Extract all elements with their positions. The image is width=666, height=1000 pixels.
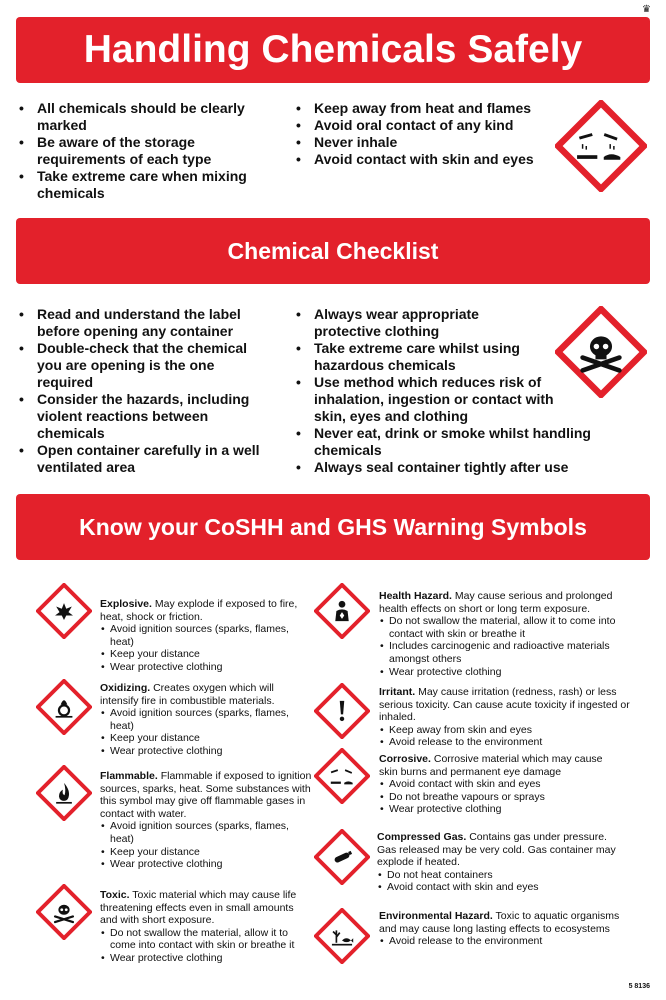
- list-item: • Wear protective clothing: [100, 745, 312, 758]
- list-item: • Be aware of the storage requirements of each type: [17, 134, 267, 168]
- gas-desc: Contains gas under pressure. Gas released may be very cold. Gas container may explode if heated.: [377, 831, 616, 869]
- list-item: • Do not heat containers: [377, 869, 617, 882]
- oxidizing-icon: [36, 679, 92, 735]
- list-item: • Wear protective clothing: [379, 666, 619, 679]
- list-item: • Avoid release to the environment: [379, 736, 649, 749]
- list-item: • Always seal container tightly after use: [294, 459, 604, 476]
- corrosive-description: [379, 753, 619, 816]
- list-item: • Never inhale: [294, 134, 554, 151]
- gas-name: Compressed Gas.: [377, 831, 467, 843]
- symbols-title: Know your CoSHH and GHS Warning Symbols: [16, 494, 650, 560]
- list-item: • Avoid contact with skin and eyes: [377, 881, 617, 894]
- corrosive-icon: [555, 100, 647, 192]
- safety-list-right: [294, 100, 554, 168]
- page-title: Handling Chemicals Safely: [16, 17, 650, 83]
- list-item: • Do not swallow the material, allow it to come into contact with skin or breathe it: [379, 615, 619, 640]
- list-item: • Wear protective clothing: [100, 661, 312, 674]
- list-item: • Avoid ignition sources (sparks, flames, heat): [100, 623, 312, 648]
- irritant-description: [379, 686, 649, 749]
- list-item: • Open container carefully in a well ventilated area: [17, 442, 269, 476]
- gas-description: [377, 831, 617, 894]
- oxidizing-description: [100, 682, 312, 758]
- safety-list-left: [17, 100, 267, 202]
- flammable-description: [100, 770, 315, 871]
- list-item: • Keep your distance: [100, 732, 312, 745]
- environment-description: [379, 910, 629, 948]
- environment-name: Environmental Hazard.: [379, 910, 493, 922]
- checklist-left: [17, 306, 269, 476]
- list-item: • Avoid ignition sources (sparks, flames, heat): [100, 707, 312, 732]
- skull-crossbones-icon: [555, 306, 647, 398]
- list-item: • Take extreme care whilst using hazardous chemicals: [294, 340, 544, 374]
- list-item: • Avoid release to the environment: [379, 935, 629, 948]
- health-name: Health Hazard.: [379, 590, 452, 602]
- environment-icon: [314, 908, 370, 964]
- explosive-name: Explosive.: [100, 598, 152, 610]
- flammable-name: Flammable.: [100, 770, 158, 782]
- flammable-desc: Flammable if exposed to ignition sources, sparks, heat. Some substances with this symbol may give off flammable gases in contact with water.: [100, 770, 312, 820]
- corrosive-desc: Corrosive material which may cause skin burns and permanent eye damage: [379, 753, 603, 778]
- list-item: • Wear protective clothing: [100, 952, 312, 965]
- explosive-description: [100, 598, 312, 674]
- list-item: • Avoid ignition sources (sparks, flames, heat): [100, 820, 315, 845]
- list-item: • Wear protective clothing: [100, 858, 315, 871]
- list-item: • Avoid contact with skin and eyes: [294, 151, 554, 168]
- toxic-name: Toxic.: [100, 889, 130, 901]
- list-item: • Use method which reduces risk of inhalation, ingestion or contact with skin, eyes and clothing: [294, 374, 564, 425]
- health-description: [379, 590, 619, 678]
- oxidizing-desc: Creates oxygen which will intensify fire in combustible materials.: [100, 682, 275, 707]
- list-item: • Avoid contact with skin and eyes: [379, 778, 619, 791]
- list-item: • Do not breathe vapours or sprays: [379, 791, 619, 804]
- list-item: • Keep your distance: [100, 846, 315, 859]
- flame-icon: [36, 765, 92, 821]
- exclamation-icon: [314, 683, 370, 739]
- corrosive-icon: [314, 748, 370, 804]
- explosive-desc: May explode if exposed to fire, heat, shock or friction.: [100, 598, 298, 623]
- health-hazard-icon: [314, 583, 370, 639]
- list-item: • Includes carcinogenic and radioactive materials amongst others: [379, 640, 619, 665]
- list-item: • Keep your distance: [100, 648, 312, 661]
- checklist-title: Chemical Checklist: [16, 218, 650, 284]
- list-item: • Never eat, drink or smoke whilst handling chemicals: [294, 425, 604, 459]
- toxic-desc: Toxic material which may cause life threatening effects even in small amounts and with short exposure.: [100, 889, 297, 927]
- list-item: • Avoid oral contact of any kind: [294, 117, 554, 134]
- list-item: • Keep away from heat and flames: [294, 100, 554, 117]
- list-item: • Read and understand the label before opening any container: [17, 306, 269, 340]
- irritant-desc: May cause irritation (redness, rash) or less serious toxicity. Can cause acute toxicity if ingested or inhaled.: [379, 686, 630, 724]
- health-desc: May cause serious and prolonged health effects on short or long term exposure.: [379, 590, 613, 615]
- explosive-icon: [36, 583, 92, 639]
- gas-cylinder-icon: [314, 829, 370, 885]
- skull-crossbones-icon: [36, 884, 92, 940]
- environment-desc: Toxic to aquatic organisms and may cause long lasting effects to ecosystems: [379, 910, 620, 935]
- list-item: • Double-check that the chemical you are opening is the one required: [17, 340, 269, 391]
- irritant-name: Irritant.: [379, 686, 416, 698]
- list-item: • Always wear appropriate protective clothing: [294, 306, 544, 340]
- brand-logo: ♛: [642, 4, 651, 15]
- list-item: • Wear protective clothing: [379, 803, 619, 816]
- list-item: • Do not swallow the material, allow it to come into contact with skin or breathe it: [100, 927, 312, 952]
- oxidizing-name: Oxidizing.: [100, 682, 151, 694]
- toxic-description: [100, 889, 312, 965]
- list-item: • Keep away from skin and eyes: [379, 724, 649, 737]
- product-code: 5 8136: [628, 983, 650, 990]
- list-item: • All chemicals should be clearly marked: [17, 100, 267, 134]
- corrosive-name: Corrosive.: [379, 753, 431, 765]
- list-item: • Take extreme care when mixing chemicals: [17, 168, 267, 202]
- list-item: • Consider the hazards, including violent reactions between chemicals: [17, 391, 269, 442]
